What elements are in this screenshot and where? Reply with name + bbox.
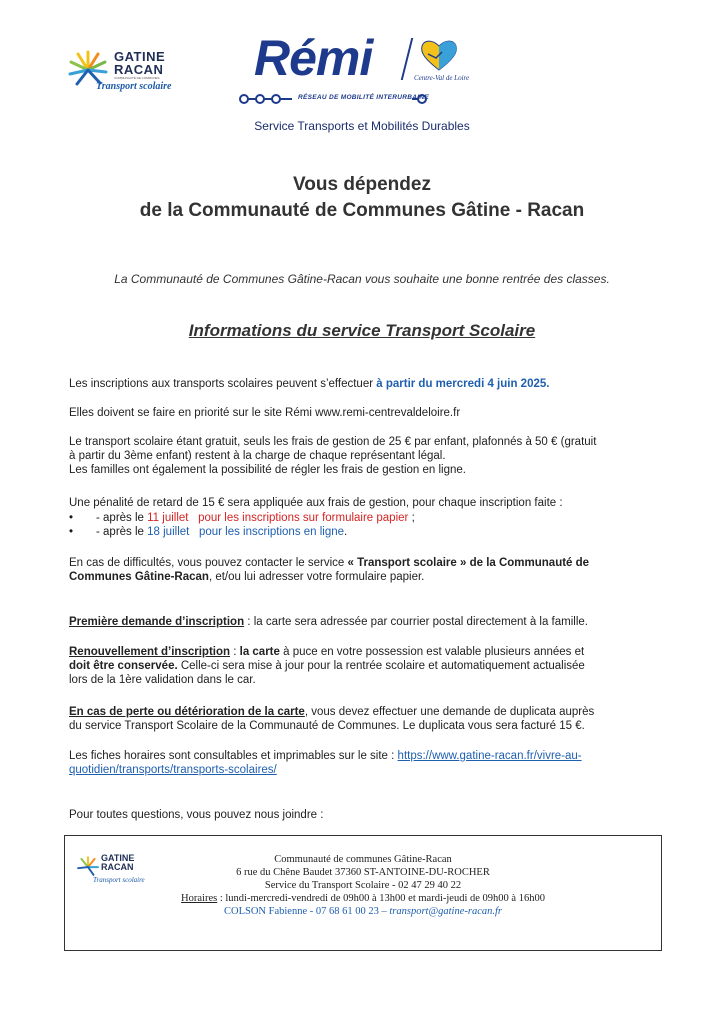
logo-tagline: Transport scolaire [93,876,145,884]
paragraph-penalty: Une pénalité de retard de 15 € sera appliquée aux frais de gestion, pour chaque inscription faite : [69,497,563,509]
remi-site-url[interactable]: www.remi-centrevaldeloire.fr [315,407,461,419]
title-line-1: Vous dépendez [293,174,431,195]
paragraph-renewal: Renouvellement d’inscription : la carte à puce en votre possession est valable plusieurs années et doit être conservée. Celle-ci sera mise à jour pour la rentrée scolaire et automatiquement actualisée lors de la 1ère validation dans le car. [69,646,585,686]
paragraph-lost-card: En cas de perte ou détérioration de la carte, vous devez effectuer une demande de duplicata auprès du service Transport Scolaire de la Communauté de Communes. Le duplicata vous sera facturé 15 €. [69,706,595,732]
region-heart-icon [418,36,460,74]
region-label: Centre-Val de Loire [414,74,470,82]
section-title: Informations du service Transport Scolaire [188,321,536,340]
timetables-link-continued[interactable]: quotidien/transports/transports-scolaires/ [69,764,277,776]
contact-hours: Horaires : lundi-mercredi-vendredi de 09h00 à 13h00 et mardi-jeudi de 09h00 à 16h00 [181,893,545,904]
service-name: Service Transports et Mobilités Durables [254,119,470,133]
logo-slash [401,38,413,80]
registration-date: à partir du mercredi 4 juin 2025. [376,378,550,390]
remi-logo [238,30,478,110]
logo-tagline: Transport scolaire [96,81,172,92]
bullet: • [69,526,74,538]
contact-organization: Communauté de communes Gâtine-Racan [274,854,452,865]
paragraph-first-request: Première demande d’inscription : la carte sera adressée par courrier postal directement à la famille. [69,616,588,628]
title-line-2: de la Communauté de Communes Gâtine - Racan [139,200,585,221]
gatine-racan-logo [68,48,198,96]
contact-address: 6 rue du Chêne Baudet 37360 ST-ANTOINE-DU-ROCHER [236,867,490,878]
contact-email[interactable]: transport@gatine-racan.fr [389,906,502,917]
logo-line-1: GATINE [101,853,135,863]
welcome-text: La Communauté de Communes Gâtine-Racan vous souhaite une bonne rentrée des classes. [114,272,610,286]
paragraph-timetables: Les fiches horaires sont consultables et imprimables sur le site : https://www.gatine-racan.fr/vivre-au- quotidien/transports/transports-scolaires/ [69,750,582,776]
contact-person: COLSON Fabienne - 07 68 61 00 23 – transport@gatine-racan.fr [224,906,502,917]
logo-line-1: GATINE [114,49,166,64]
remi-wordmark: Rémi [254,30,373,86]
penalty-item-online: - après le 18 juillet pour les inscriptions en ligne. [96,526,348,538]
contact-service-phone: Service du Transport Scolaire - 02 47 29 40 22 [264,880,462,891]
logo-line-2: RACAN [114,62,164,77]
logo-small-text: COMMUNAUTÉ DE COMMUNES [114,76,160,80]
contact-box [64,835,662,951]
paragraph-questions: Pour toutes questions, vous pouvez nous joindre : [69,809,324,821]
timetables-link[interactable]: https://www.gatine-racan.fr/vivre-au- [397,750,582,762]
paragraph-registration-date: Les inscriptions aux transports scolaires peuvent s’effectuer à partir du mercredi 4 juin 2025. [69,378,550,390]
bullet: • [69,512,74,524]
penalty-item-paper: - après le 11 juillet pour les inscriptions sur formulaire papier ; [96,512,415,524]
paragraph-fees: Le transport scolaire étant gratuit, seuls les frais de gestion de 25 € par enfant, plafonnés à 50 € (gratuit à partir du 3ème enfant) restent à la charge de chaque représentant légal. Les familles ont également la possibilité de régler les frais de gestion en ligne. [69,436,597,476]
paragraph-contact-service: En cas de difficultés, vous pouvez contacter le service « Transport scolaire » de la Communauté de Communes Gâtine-Racan, et/ou lui adresser votre formulaire papier. [69,557,590,583]
logo-line-2: RACAN [101,862,134,872]
network-label: RÉSEAU DE MOBILITÉ INTERURBAINE [298,94,430,101]
paragraph-remi-site: Elles doivent se faire en priorité sur le site Rémi www.remi-centrevaldeloire.fr [69,407,461,419]
